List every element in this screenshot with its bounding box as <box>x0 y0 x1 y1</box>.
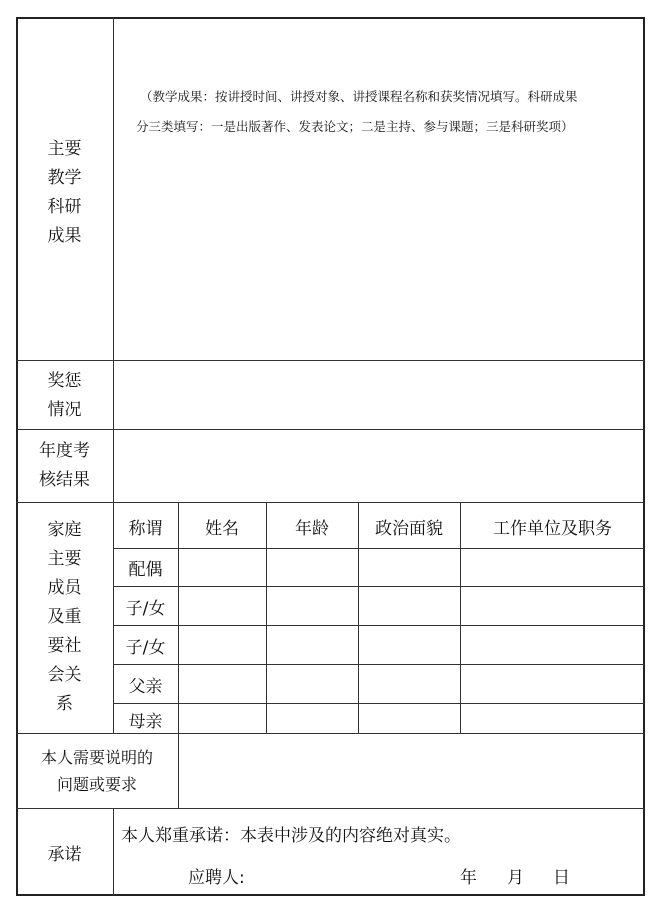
pledge-label: 承诺 <box>47 845 82 865</box>
awards-label: 奖惩 情况 <box>47 371 82 420</box>
family-relation-father: 父亲 <box>128 676 163 697</box>
family-row-line <box>113 548 645 549</box>
family-header-relation: 称谓 <box>128 518 163 539</box>
family-label: 家庭 主要 成员 及重 要社 会关 系 <box>47 520 82 714</box>
family-header-age: 年龄 <box>295 518 329 539</box>
achievements-hint-line1: （教学成果：按讲授时间、讲授对象、讲授课程名称和获奖情况填写。科研成果 <box>140 89 578 104</box>
date-year-label: 年 <box>460 868 477 888</box>
divider-family <box>16 733 645 734</box>
date-month-label: 月 <box>507 868 524 888</box>
achievements-hint-line2: 分三类填写：一是出版著作、发表论文；二是主持、参与课题；三是科研奖项） <box>136 119 574 134</box>
applicant-signature-label: 应聘人: <box>188 868 245 888</box>
family-relation-child-2: 子/女 <box>125 637 166 658</box>
achievements-label: 主要 教学 科研 成果 <box>47 139 82 246</box>
family-row-line <box>113 703 645 704</box>
notes-label: 本人需要说明的 问题或要求 <box>40 748 153 794</box>
date-day-label: 日 <box>553 868 570 888</box>
family-relation-mother: 母亲 <box>128 711 163 732</box>
family-row-line <box>113 625 645 626</box>
family-relation-spouse: 配偶 <box>128 560 163 580</box>
family-row-line <box>113 664 645 665</box>
assessment-label: 年度考 核结果 <box>39 441 90 490</box>
label-column-line <box>113 808 114 896</box>
family-header-name: 姓名 <box>205 518 239 539</box>
divider-awards <box>16 429 645 430</box>
divider-achievements <box>16 360 645 361</box>
pledge-statement: 本人郑重承诺：本表中涉及的内容绝对真实。 <box>121 826 461 846</box>
family-relation-child-1: 子/女 <box>125 598 166 619</box>
family-row-line <box>113 586 645 587</box>
family-header-employer-position: 工作单位及职务 <box>493 518 612 539</box>
divider-assessment <box>16 502 645 503</box>
family-header-political-status: 政治面貌 <box>375 518 443 539</box>
